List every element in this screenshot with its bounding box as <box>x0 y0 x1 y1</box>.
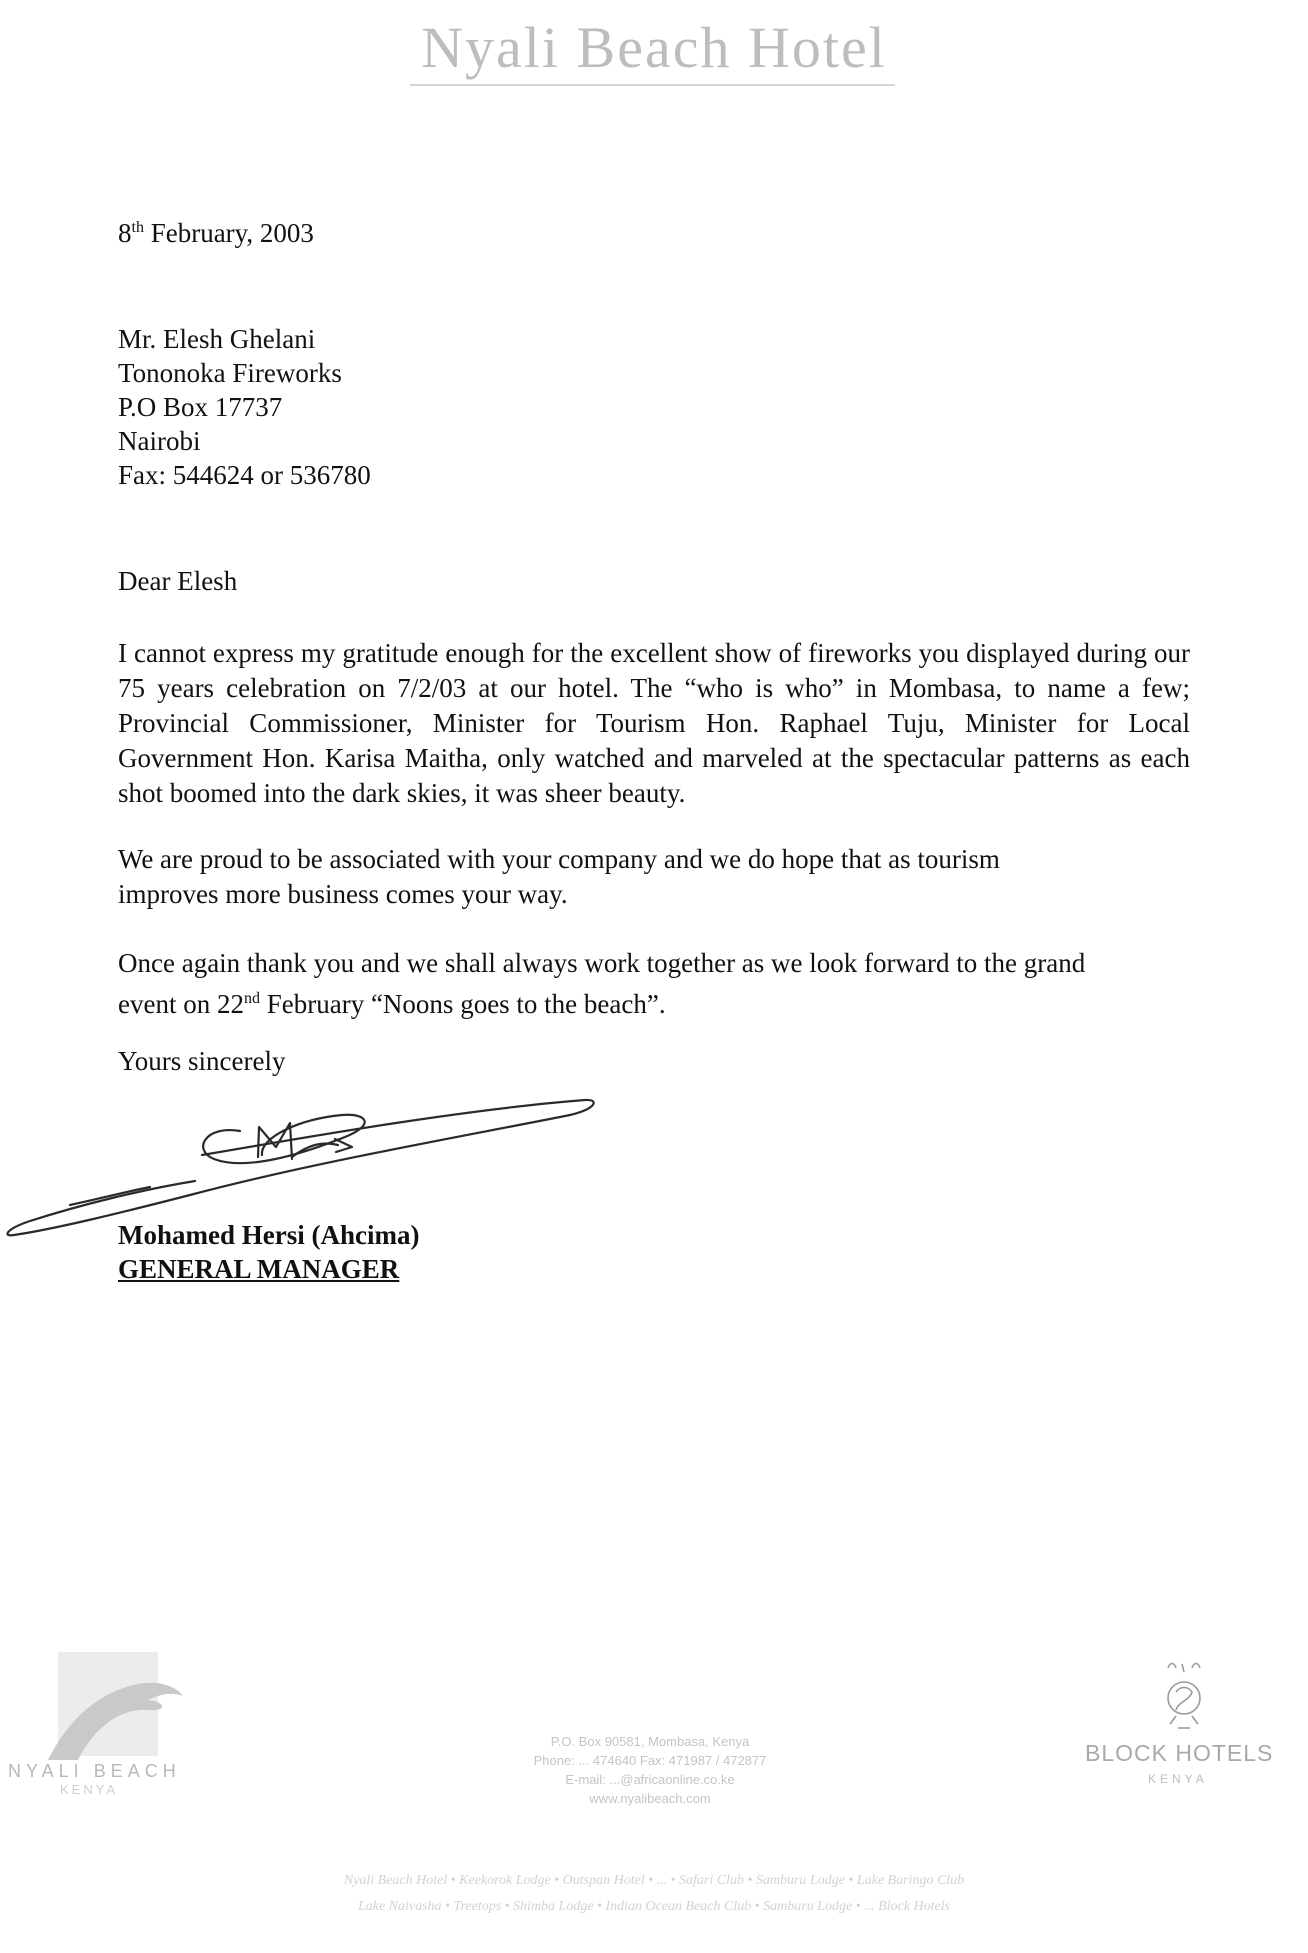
recipient-city: Nairobi <box>118 426 201 456</box>
footer-right-brand-sub: KENYA <box>1148 1772 1208 1786</box>
paragraph-3-line-2 <box>118 981 1190 1022</box>
date-day: 8 <box>118 218 132 248</box>
recipient-fax: Fax: 544624 or 536780 <box>118 460 371 490</box>
footer-properties <box>40 1868 1268 1920</box>
date-rest: February, 2003 <box>143 218 314 248</box>
recipient-po-box: P.O Box 17737 <box>118 392 283 422</box>
paragraph-2-line-2: improves more business comes your way. <box>118 879 568 909</box>
footer-contact <box>430 1732 870 1808</box>
signer-title: GENERAL MANAGER <box>118 1254 400 1284</box>
body-paragraph-2 <box>118 842 1190 912</box>
body-paragraph-3 <box>118 946 1190 1022</box>
footer-properties-line: Nyali Beach Hotel • Keekorok Lodge • Outspan Hotel • ... • Safari Club • Samburu Lodge • Lake Baringo Club <box>343 1873 965 1888</box>
closing: Yours sincerely <box>118 1046 286 1076</box>
signer-name: Mohamed Hersi (Ahcima) <box>118 1220 420 1250</box>
recipient-name: Mr. Elesh Ghelani <box>118 324 316 354</box>
date-suffix: th <box>131 219 144 236</box>
footer-properties-line: Lake Naivasha • Treetops • Shimba Lodge • Indian Ocean Beach Club • Samburu Lodge • ... Block Hotels <box>357 1899 951 1914</box>
paragraph-2-line-1: We are proud to be associated with your company and we do hope that as tourism <box>118 844 1000 874</box>
paragraph-3-line-2-end: February “Noons goes to the beach”. <box>259 989 666 1019</box>
recipient-company: Tononoka Fireworks <box>118 358 342 388</box>
footer-contact-line: P.O. Box 90581, Mombasa, Kenya <box>550 1734 750 1749</box>
recipient-address <box>118 322 371 492</box>
footer-contact-line: www.nyalibeach.com <box>589 1791 711 1806</box>
letterhead-rule <box>410 84 895 86</box>
paragraph-3-line-1: Once again thank you and we shall always work together as we look forward to the grand <box>118 948 1086 978</box>
footer-contact-line: Phone: ... 474640 Fax: 471987 / 472877 <box>533 1753 767 1768</box>
footer-right-brand: BLOCK HOTELS <box>1085 1740 1274 1766</box>
crest-logo-icon <box>1148 1658 1218 1738</box>
footer-contact-line: E-mail: ...@africaonline.co.ke <box>565 1772 735 1787</box>
paragraph-3-line-2-start: event on 22 <box>118 989 244 1019</box>
salutation: Dear Elesh <box>118 566 238 596</box>
footer-left-brand-sub: KENYA <box>60 1782 119 1797</box>
body-paragraph-1: I cannot express my gratitude enough for the excellent show of fireworks you displayed during our 75 years celebration on 7/2/03 at our hotel. The “who is who” in Mombasa, to name a few; Provincial Commissioner, Minister for Tourism Hon. Raphael Tuju, Minister for Local Government Hon. Karisa Maitha, only watched and marveled at the spectacular patterns as each shot boomed into the dark skies, it was sheer beauty. <box>118 638 1190 808</box>
paragraph-3-ordinal-suffix: nd <box>243 990 260 1007</box>
footer-left-brand: NYALI BEACH <box>8 1761 181 1781</box>
letterhead-hotel-name: Nyali Beach Hotel <box>421 15 887 80</box>
letter-date <box>118 218 314 249</box>
